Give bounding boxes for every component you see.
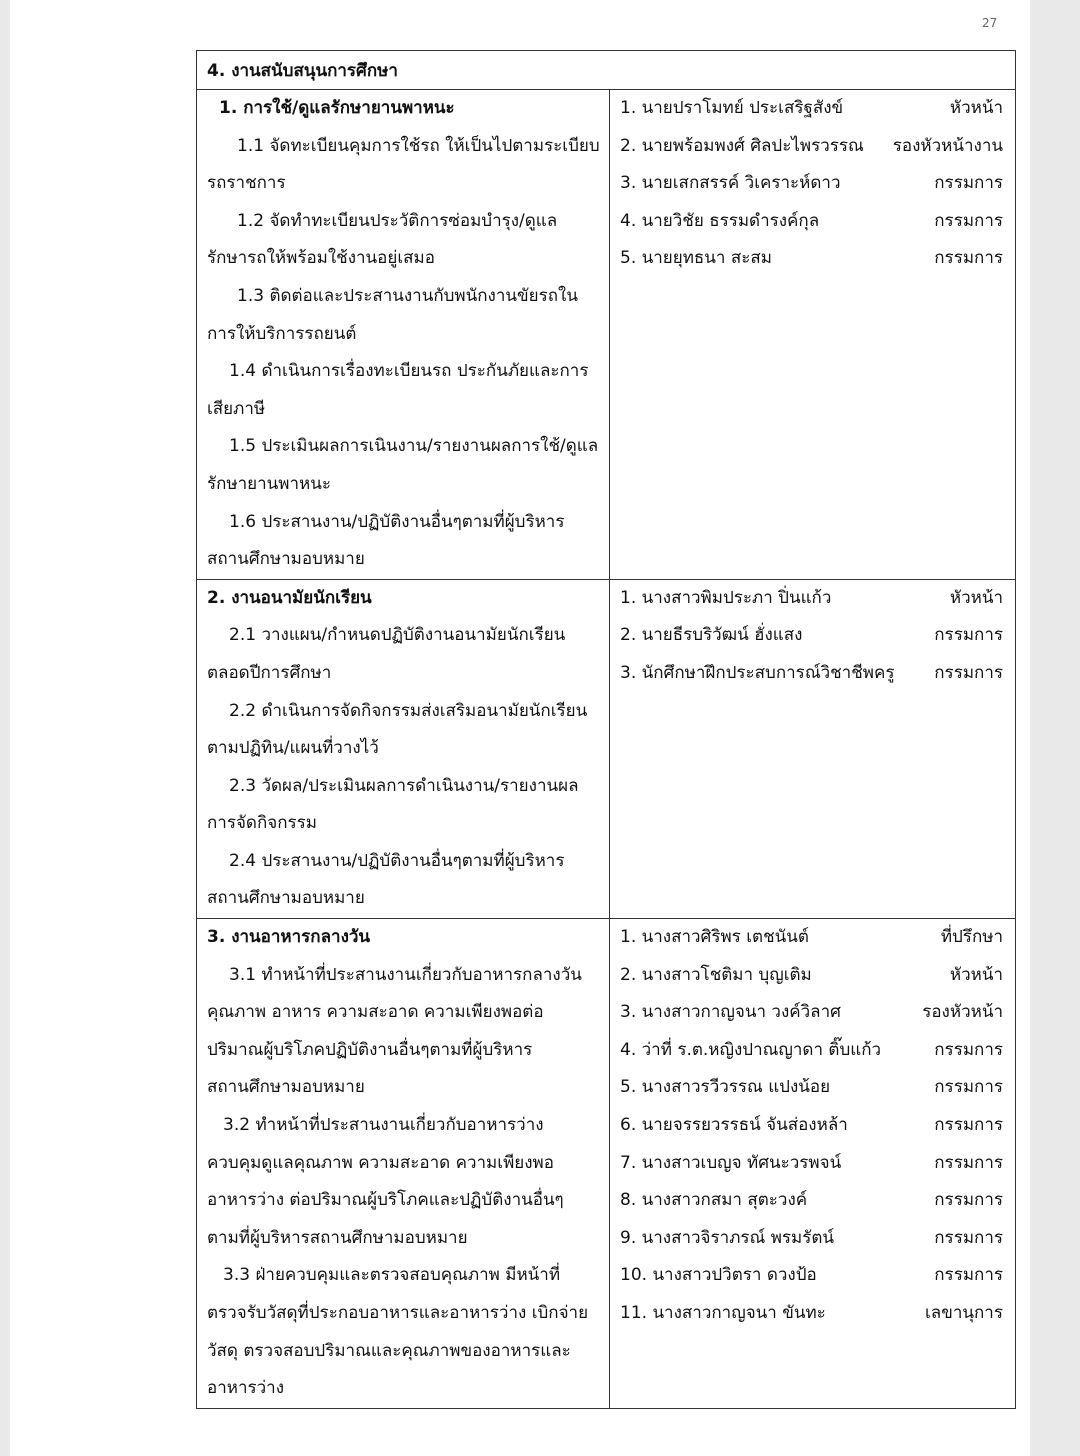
section-vehicle-care <box>197 90 1015 580</box>
duty-line: ตรวจรับวัสดุที่ประกอบอาหารและอาหารว่าง เบิกจ่าย <box>207 1303 589 1323</box>
member-role: กรรมการ <box>934 210 1003 231</box>
member-name: 4. ว่าที่ ร.ต.หญิงปาณญาดา ติ๊บแก้ว <box>620 1039 882 1060</box>
duty-line: 1.4 ดำเนินการเรื่องทะเบียนรถ ประกันภัยและการ <box>229 361 589 382</box>
member-row <box>620 90 1003 128</box>
member-role: กรรมการ <box>934 625 1003 646</box>
duty-line: ตลอดปีการศึกษา <box>207 662 332 683</box>
duty-line: การให้บริการรถยนต์ <box>207 323 357 344</box>
duty-line: สถานศึกษามอบหมาย <box>207 549 365 570</box>
member-name: 4. นายวิชัย ธรรมดำรงค์กุล <box>620 210 820 231</box>
duty-line: รักษารถให้พร้อมใช้งานอยู่เสมอ <box>207 248 435 269</box>
member-row <box>620 1107 1003 1145</box>
member-name: 1. นางสาวพิมประภา ปิ่นแก้ว <box>620 587 832 608</box>
duty-line: สถานศึกษามอบหมาย <box>207 1077 365 1098</box>
member-role: รองหัวหน้า <box>922 1002 1003 1023</box>
member-row <box>620 165 1003 203</box>
section-duties <box>197 580 610 918</box>
member-row <box>620 1069 1003 1107</box>
section-title: 2. งานอนามัยนักเรียน <box>207 587 372 608</box>
member-row <box>620 580 1003 618</box>
duty-line: รักษายานพาหนะ <box>207 473 332 494</box>
member-name: 3. นายเสกสรรค์ วิเคราะห์ดาว <box>620 173 841 194</box>
member-role: กรรมการ <box>934 1039 1003 1060</box>
duty-line: 1.3 ติดต่อและประสานงานกับพนักงานขัยรถใน <box>237 285 578 306</box>
section-duties <box>197 919 610 1408</box>
member-role: กรรมการ <box>934 662 1003 683</box>
member-name: 5. นายยุทธนา สะสม <box>620 248 772 269</box>
duty-line: 3.3 ฝ่ายควบคุมและตรวจสอบคุณภาพ มีหน้าที่ <box>223 1265 561 1286</box>
section-members <box>610 919 1015 1408</box>
member-name: 9. นางสาวจิราภรณ์ พรมรัตน์ <box>620 1227 835 1248</box>
member-name: 3. นักศึกษาฝึกประสบการณ์วิชาชีพครู <box>620 662 895 683</box>
duty-line: วัสดุ ตรวจสอบปริมาณและคุณภาพของอาหารและ <box>207 1340 571 1361</box>
section-title: 3. งานอาหารกลางวัน <box>207 927 371 948</box>
duty-line: เสียภาษี <box>207 398 266 419</box>
member-name: 2. นางสาวโชติมา บุญเติม <box>620 964 812 985</box>
page-number: 27 <box>982 16 998 30</box>
member-role: กรรมการ <box>934 1190 1003 1211</box>
member-row <box>620 203 1003 241</box>
member-name: 6. นายจรรยวรรธน์ จันส่องหล้า <box>620 1115 848 1136</box>
member-role: กรรมการ <box>934 1115 1003 1136</box>
member-row <box>620 1182 1003 1220</box>
member-role: เลขานุการ <box>925 1303 1003 1323</box>
duty-line: รถราชการ <box>207 173 286 194</box>
member-row <box>620 1257 1003 1295</box>
member-role: หัวหน้า <box>949 964 1003 985</box>
duty-line: 1.6 ประสานงาน/ปฏิบัติงานอื่นๆตามที่ผู้บริหาร <box>229 511 565 532</box>
duty-line: สถานศึกษามอบหมาย <box>207 888 365 909</box>
member-name: 1. นายปราโมทย์ ประเสริฐสังข์ <box>620 98 844 118</box>
section-members <box>610 580 1015 918</box>
table-title: 4. งานสนับสนุนการศึกษา <box>197 51 1015 90</box>
duty-line: ควบคุมดูแลคุณภาพ ความสะอาด ความเพียงพอ <box>207 1152 554 1173</box>
duty-line: อาหารว่าง ต่อปริมาณผู้บริโภคและปฏิบัติงานอื่นๆ <box>207 1190 564 1211</box>
member-role: หัวหน้า <box>949 98 1003 118</box>
duty-line: ตามที่ผู้บริหารสถานศึกษามอบหมาย <box>207 1227 468 1248</box>
member-row <box>620 240 1003 278</box>
member-row <box>620 1220 1003 1258</box>
member-row <box>620 128 1003 166</box>
member-role: กรรมการ <box>934 1077 1003 1098</box>
member-role: ที่ปรึกษา <box>940 927 1003 948</box>
member-row <box>620 919 1003 957</box>
section-lunch <box>197 919 1015 1408</box>
member-row <box>620 957 1003 995</box>
member-role: กรรมการ <box>934 1227 1003 1248</box>
duty-line: 1.2 จัดทำทะเบียนประวัติการซ่อมบำรุง/ดูแล <box>237 210 558 231</box>
duty-table <box>196 50 1016 1409</box>
document-page <box>10 0 1030 1456</box>
section-student-health <box>197 580 1015 919</box>
member-role: หัวหน้า <box>949 587 1003 608</box>
member-role: กรรมการ <box>934 173 1003 194</box>
member-name: 8. นางสาวกสมา สุตะวงค์ <box>620 1190 808 1211</box>
duty-line: การจัดกิจกรรม <box>207 813 317 834</box>
duty-line: คุณภาพ อาหาร ความสะอาด ความเพียงพอต่อ <box>207 1002 544 1023</box>
member-row <box>620 617 1003 655</box>
duty-line: อาหารว่าง <box>207 1378 285 1399</box>
member-role: กรรมการ <box>934 1152 1003 1173</box>
member-row <box>620 994 1003 1032</box>
member-name: 2. นายธีรบริวัฒน์ ฮั่งแสง <box>620 625 803 646</box>
member-row <box>620 1145 1003 1183</box>
duty-line: 3.1 ทำหน้าที่ประสานงานเกี่ยวกับอาหารกลางวัน <box>229 964 582 985</box>
duty-line: 2.2 ดำเนินการจัดกิจกรรมส่งเสริมอนามัยนักเรียน <box>229 700 588 721</box>
member-name: 3. นางสาวกาญจนา วงค์วิลาศ <box>620 1002 841 1023</box>
duty-line: 2.4 ประสานงาน/ปฏิบัติงานอื่นๆตามที่ผู้บริหาร <box>229 850 565 871</box>
duty-line: 2.1 วางแผน/กำหนดปฏิบัติงานอนามัยนักเรียน <box>229 625 566 646</box>
member-name: 7. นางสาวเบญจ ทัศนะวรพจน์ <box>620 1152 842 1173</box>
duty-line: ตามปฏิทิน/แผนที่วางไว้ <box>207 738 379 759</box>
section-title: 1. การใช้/ดูแลรักษายานพาหนะ <box>219 98 455 118</box>
member-row <box>620 1032 1003 1070</box>
member-name: 11. นางสาวกาญจนา ขันทะ <box>620 1303 826 1323</box>
duty-line: 2.3 วัดผล/ประเมินผลการดำเนินงาน/รายงานผล <box>229 775 579 796</box>
member-row <box>620 655 1003 693</box>
duty-line: 1.5 ประเมินผลการเนินงาน/รายงานผลการใช้/ดูแล <box>229 436 599 457</box>
duty-line: 3.2 ทำหน้าที่ประสานงานเกี่ยวกับอาหารว่าง <box>223 1115 544 1136</box>
member-role: กรรมการ <box>934 248 1003 269</box>
member-name: 1. นางสาวศิริพร เตชนันต์ <box>620 927 809 948</box>
member-name: 10. นางสาวปวิตรา ดวงป้อ <box>620 1265 817 1286</box>
duty-line: 1.1 จัดทะเบียนคุมการใช้รถ ให้เป็นไปตามระเบียบ <box>237 135 600 156</box>
member-name: 2. นายพร้อมพงศ์ ศิลปะไพรวรรณ <box>620 135 864 156</box>
duty-line: ปริมาณผู้บริโภคปฏิบัติงานอื่นๆตามที่ผู้บริหาร <box>207 1039 533 1060</box>
section-members <box>610 90 1015 579</box>
member-row <box>620 1295 1003 1333</box>
section-duties <box>197 90 610 579</box>
member-role: กรรมการ <box>934 1265 1003 1286</box>
member-name: 5. นางสาวรวีวรรณ แปงน้อย <box>620 1077 831 1098</box>
member-role: รองหัวหน้างาน <box>892 135 1003 156</box>
